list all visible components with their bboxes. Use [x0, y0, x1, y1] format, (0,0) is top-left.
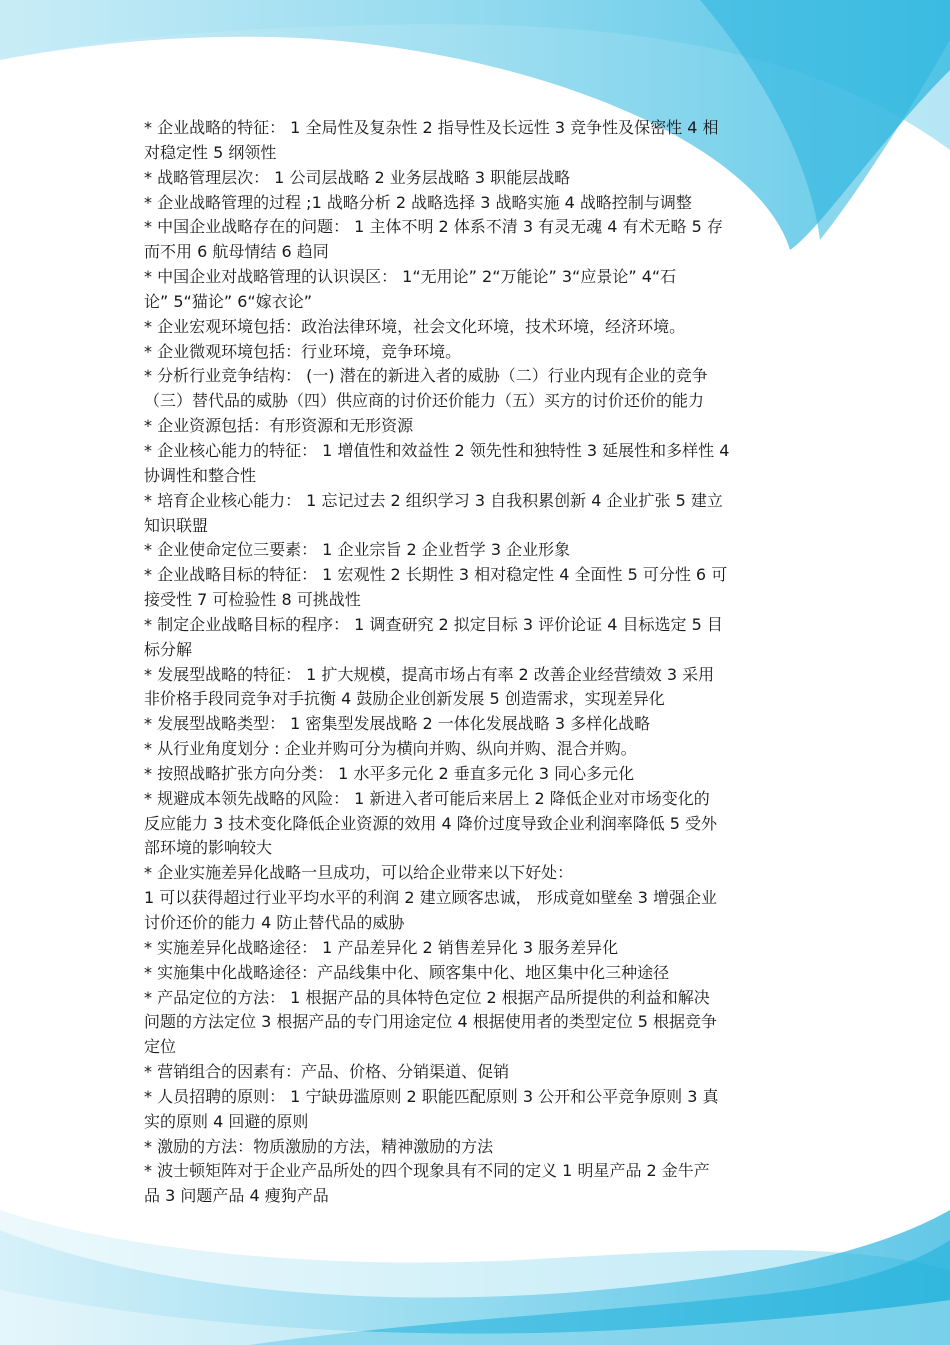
text-line: 而不用 6 航母情结 6 趋同 [144, 242, 329, 262]
text-line: 对稳定性 5 纲领性 [144, 142, 277, 162]
text-line: * 发展型战略类型： 1 密集型发展战略 2 一体化发展战略 3 多样化战略 [144, 714, 651, 734]
text-line: 定位 [144, 1037, 177, 1057]
text-line: * 中国企业对战略管理的认识误区： 1“无用论” 2“万能论” 3“应景论” 4“石 [144, 267, 677, 287]
text-line: * 企业实施差异化战略一旦成功，可以给企业带来以下好处： [144, 863, 574, 883]
text-line: * 分析行业竞争结构： (一) 潜在的新进入者的威胁（二）行业内现有企业的竞争 [144, 366, 708, 386]
text-line: 部环境的影响较大 [144, 838, 273, 858]
text-line: （三）替代品的威胁（四）供应商的讨价还价能力（五）买方的讨价还价的能力 [144, 391, 705, 411]
text-line: * 激励的方法：物质激励的方法，精神激励的方法 [144, 1136, 494, 1156]
text-line: 接受性 7 可检验性 8 可挑战性 [144, 590, 361, 610]
text-line: * 中国企业战略存在的问题： 1 主体不明 2 体系不清 3 有灵无魂 4 有术无略 5 存 [144, 217, 723, 237]
text-line: 1 可以获得超过行业平均水平的利润 2 建立顾客忠诚， 形成竟如壁垒 3 增强企业 [144, 888, 718, 908]
text-line: * 发展型战略的特征： 1 扩大规模，提高市场占有率 2 改善企业经营绩效 3 采用 [144, 664, 715, 684]
text-line: 论” 5“猫论” 6“嫁衣论” [144, 291, 312, 311]
text-line: * 企业战略目标的特征： 1 宏观性 2 长期性 3 相对稳定性 4 全面性 5 可分性 6 可 [144, 565, 728, 585]
text-line: 讨价还价的能力 4 防止替代品的威胁 [144, 913, 405, 932]
document-body [144, 116, 808, 1209]
text-line: * 营销组合的因素有：产品、价格、分销渠道、促销 [144, 1062, 510, 1082]
text-line: 标分解 [144, 639, 193, 659]
text-line: * 培育企业核心能力： 1 忘记过去 2 组织学习 3 自我积累创新 4 企业扩张 5 建立 [144, 490, 723, 510]
text-line: * 按照战略扩张方向分类： 1 水平多元化 2 垂直多元化 3 同心多元化 [144, 763, 635, 783]
text-line: 品 3 问题产品 4 瘦狗产品 [144, 1186, 329, 1206]
text-line: * 实施集中化战略途径：产品线集中化、顾客集中化、地区集中化三种途径 [144, 962, 670, 982]
text-line: * 战略管理层次： 1 公司层战略 2 业务层战略 3 职能层战略 [144, 167, 571, 187]
text-line: * 从行业角度划分 : 企业并购可分为横向并购、纵向并购、混合并购。 [144, 739, 637, 759]
text-line: 知识联盟 [144, 515, 209, 535]
text-line: * 企业战略的特征： 1 全局性及复杂性 2 指导性及长远性 3 竞争性及保密性 4 相 [144, 118, 719, 137]
text-line: * 产品定位的方法： 1 根据产品的具体特色定位 2 根据产品所提供的利益和解决 [144, 987, 710, 1007]
text-line: 协调性和整合性 [144, 465, 257, 485]
text-line: * 人员招聘的原则： 1 宁缺毋滥原则 2 职能匹配原则 3 公开和公平竞争原则 3 真 [144, 1086, 719, 1106]
text-line: * 企业资源包括：有形资源和无形资源 [144, 416, 414, 436]
text-line: 非价格手段同竞争对手抗衡 4 鼓励企业创新发展 5 创造需求，实现差异化 [144, 689, 665, 709]
text-line: * 企业核心能力的特征： 1 增值性和效益性 2 领先性和独特性 3 延展性和多样性 4 [144, 440, 730, 460]
text-line: * 企业使命定位三要素： 1 企业宗旨 2 企业哲学 3 企业形象 [144, 540, 571, 560]
text-line: * 企业微观环境包括：行业环境，竞争环境。 [144, 341, 462, 361]
text-line: 实的原则 4 回避的原则 [144, 1111, 309, 1131]
text-line: * 规避成本领先战略的风险： 1 新进入者可能后来居上 2 降低企业对市场变化的 [144, 788, 710, 808]
text-line: 问题的方法定位 3 根据产品的专门用途定位 4 根据使用者的类型定位 5 根据竞争 [144, 1012, 718, 1032]
text-line: * 波士顿矩阵对于企业产品所处的四个现象具有不同的定义 1 明星产品 2 金牛产 [144, 1161, 710, 1181]
text-line: * 制定企业战略目标的程序： 1 调查研究 2 拟定目标 3 评价论证 4 目标选定 5 目 [144, 614, 723, 634]
text-line: * 企业宏观环境包括：政治法律环境，社会文化环境，技术环境，经济环境。 [144, 316, 686, 336]
text-line: * 实施差异化战略途径： 1 产品差异化 2 销售差异化 3 服务差异化 [144, 937, 619, 957]
text-line: 反应能力 3 技术变化降低企业资源的效用 4 降价过度导致企业利润率降低 5 受外 [144, 813, 718, 833]
text-line: * 企业战略管理的过程 ;1 战略分析 2 战略选择 3 战略实施 4 战略控制与调整 [144, 192, 692, 212]
